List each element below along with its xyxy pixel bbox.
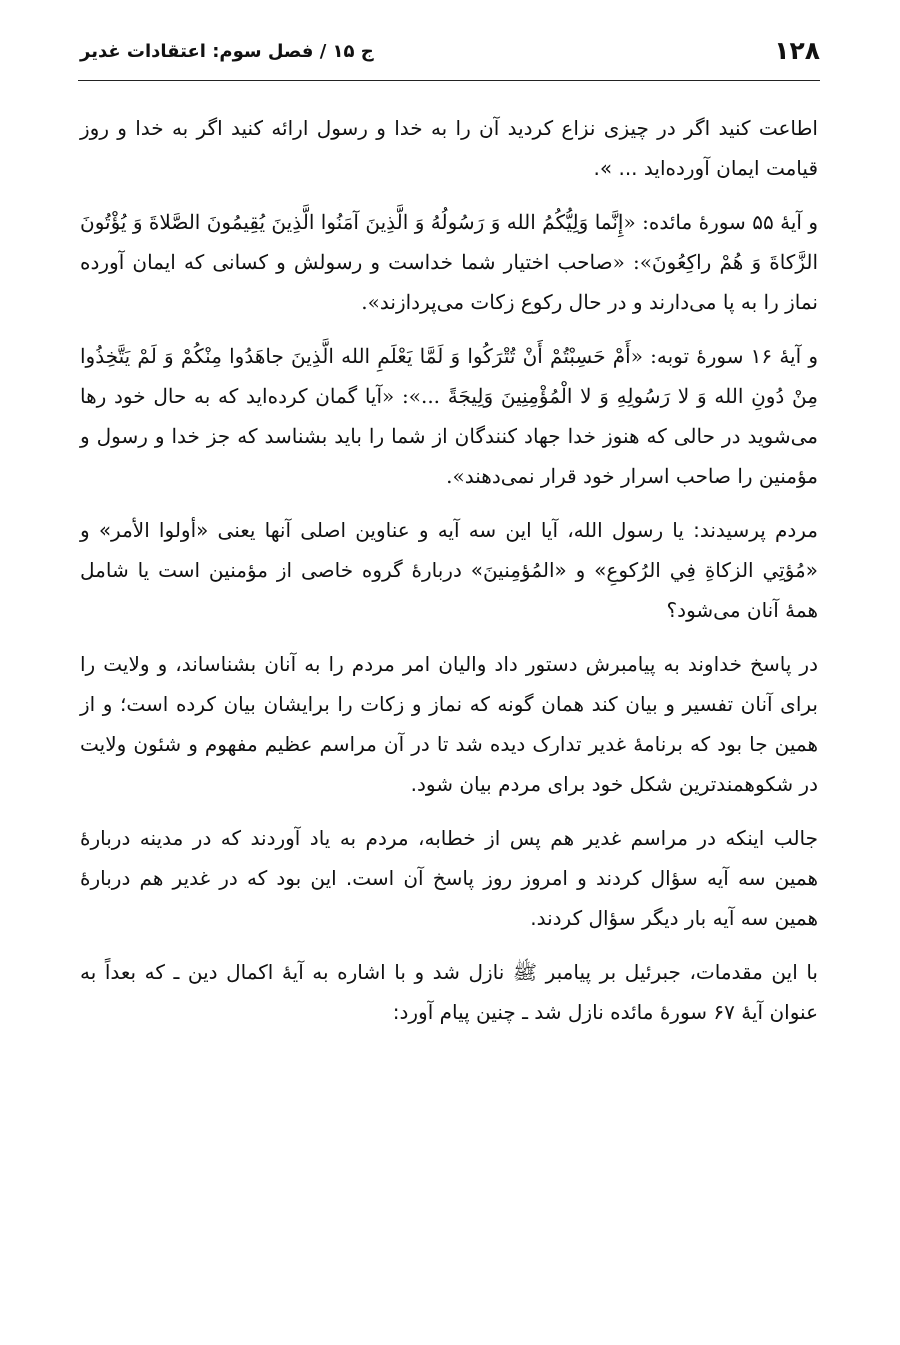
paragraph: جالب اینکه در مراسم غدیر هم پس از خطابه، مردم به یاد آوردند که در مدینه دربارۀ همین سه آیه سؤال کردند و امروز روز پاسخ آن است. این بود که در غدیر هم دربارۀ همین سه آیه بار دیگر سؤال کردند. — [80, 826, 818, 930]
paragraph: اطاعت کنید اگر در چیزی نزاع کردید آن را به خدا و رسول ارائه کنید اگر به خدا و روز قیامت ایمان آورده‌اید ... ». — [80, 116, 818, 180]
running-header — [80, 34, 820, 78]
header-title: ج ۱۵ / فصل سوم: اعتقادات غدیر — [80, 41, 374, 62]
paragraph: با این مقدمات، جبرئیل بر پیامبر ﷺ نازل شد و با اشاره به آیۀ اکمال دین ـ که بعداً به عنوان آیۀ ۶۷ سورۀ مائده نازل شد ـ چنین پیام آورد: — [80, 960, 818, 1024]
body-text — [80, 108, 818, 1046]
page-number: ۱۲۸ — [774, 36, 820, 65]
header-rule — [78, 80, 820, 81]
paragraph: در پاسخ خداوند به پیامبرش دستور داد والیان امر مردم را به آنان بشناساند، و ولایت را برای آنان تفسیر و بیان کند همان گونه که نماز و زکات را برایشان بیان کرده است؛ و از همین جا بود که برنامۀ غدیر تدارک دیده شد تا در آن مراسم عظیم مفهوم و شئون ولایت در شکوهمندترین شکل خود برای مردم بیان شود. — [80, 652, 818, 796]
paragraph-quran-quote: و آیۀ ۱۶ سورۀ توبه: «أَمْ حَسِبْتُمْ أَنْ تُتْرَكُوا وَ لَمَّا يَعْلَمِ الله الَّذِينَ جاهَدُوا مِنْكُمْ وَ لَمْ يَتَّخِذُوا مِنْ دُونِ الله وَ لا رَسُولِهِ وَ لا الْمُؤْمِنِينَ وَلِيجَةً ...»: «آیا گمان کرده‌اید که به حال خود رها می‌شوید در حالی که هنوز خدا جهاد کنندگان از شما را باید بشناسد که جز خدا و رسول و مؤمنین را صاحب اسرار خود قرار نمی‌دهند». — [80, 344, 818, 488]
paragraph-quran-quote: و آیۀ ۵۵ سورۀ مائده: «إِنَّما وَلِيُّكُمُ الله وَ رَسُولُهُ وَ الَّذِينَ آمَنُوا الَّذِينَ يُقِيمُونَ الصَّلاةَ وَ يُؤْتُونَ الزَّكاةَ وَ هُمْ راكِعُونَ»: «صاحب اختیار شما خداست و رسولش و کسانی که ایمان آورده نماز را به پا می‌دارند و در حال رکوع زکات می‌پردازند». — [80, 210, 818, 314]
paragraph: مردم پرسیدند: یا رسول الله، آیا این سه آیه و عناوین اصلی آنها یعنی «أولوا الأمر» و «مُؤتِي الزكاةِ فِي الرُكوعِ» و «المُؤمِنينَ» دربارۀ گروه خاصی از مؤمنین است یا شامل همۀ آنان می‌شود؟ — [80, 518, 818, 622]
